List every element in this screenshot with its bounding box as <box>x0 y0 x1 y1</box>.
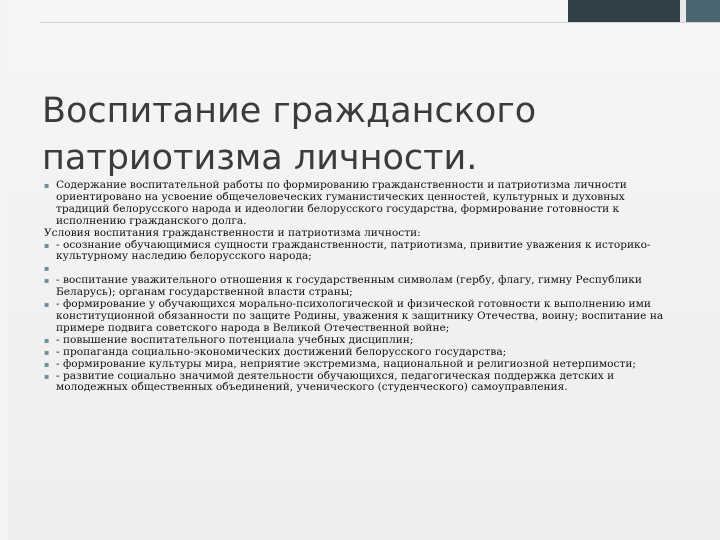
header-rule <box>40 22 720 23</box>
bullet-marker-icon: ▪ <box>44 371 50 381</box>
bullet-item-text: Содержание воспитательной работы по формированию гражданственности и патриотизма личности ориентировано на усвоение общечеловеческих гуманистических ценностей, культурных и духовных традиций белорусского народа и идеологии белорусского государства, формирование готовности к исполнению гражданского долга. <box>56 179 627 227</box>
bullet-item-text: - формирование культуры мира, неприятие экстремизма, национальной и религиозной нетерпимости; <box>56 357 636 370</box>
bullet-marker-icon: ▪ <box>44 300 50 310</box>
slide-body <box>44 180 676 394</box>
bullet-marker-icon: ▪ <box>44 240 50 250</box>
body-paragraph <box>44 228 676 240</box>
header-accent-bar <box>568 0 720 22</box>
bullet-item-text: - воспитание уважительного отношения к государственным символам (гербу, флагу, гимну Республики Беларусь); органам государственной власти страны; <box>56 274 642 299</box>
bullet-item-text: - развитие социально значимой деятельности обучающихся, педагогическая поддержка детских и молодежных общественных объединений, ученического (студенческого) самоуправления. <box>56 369 615 394</box>
bullet-item <box>44 299 676 335</box>
bullet-item-text: - осознание обучающимися сущности гражданственности, патриотизма, привитие уважения к историко-культурному наследию белорусского народа; <box>56 238 651 263</box>
bullet-item <box>44 335 676 347</box>
bullet-item <box>44 275 676 299</box>
bullet-item <box>44 180 676 228</box>
bullet-marker-icon: ▪ <box>44 347 50 357</box>
bullet-marker-icon: ▪ <box>44 335 50 345</box>
left-rail <box>0 0 8 540</box>
body-paragraph-text: Условия воспитания гражданственности и патриотизма личности: <box>44 226 421 239</box>
header-accent-dark <box>568 0 680 22</box>
bullet-item-text: - формирование у обучающихся морально-психологической и физической готовности к выполнению ими конституционной обязанности по защите Родины, уважения к защитнику Отечества, воину; воспитание на примере подвига советского народа в Великой Отечественной войне; <box>56 298 664 334</box>
header-accent-light <box>686 0 720 22</box>
bullet-item <box>44 347 676 359</box>
slide-title-line-1: Воспитание гражданского <box>42 91 537 131</box>
slide-title-line-2: патриотизма личности. <box>42 138 478 178</box>
bullet-item <box>44 240 676 264</box>
bullet-item-text: - пропаганда социально-экономических достижений белорусского государства; <box>56 345 507 358</box>
bullet-marker-icon: ▪ <box>44 181 50 190</box>
bullet-item-text: - повышение воспитательного потенциала учебных дисциплин; <box>56 333 414 346</box>
bullet-marker-icon: ▪ <box>44 276 50 286</box>
bullet-item <box>44 359 676 371</box>
bullet-item <box>44 371 676 395</box>
bullet-marker-icon: ▪ <box>44 264 50 274</box>
bullet-marker-icon: ▪ <box>44 359 50 369</box>
slide-title <box>42 88 642 182</box>
